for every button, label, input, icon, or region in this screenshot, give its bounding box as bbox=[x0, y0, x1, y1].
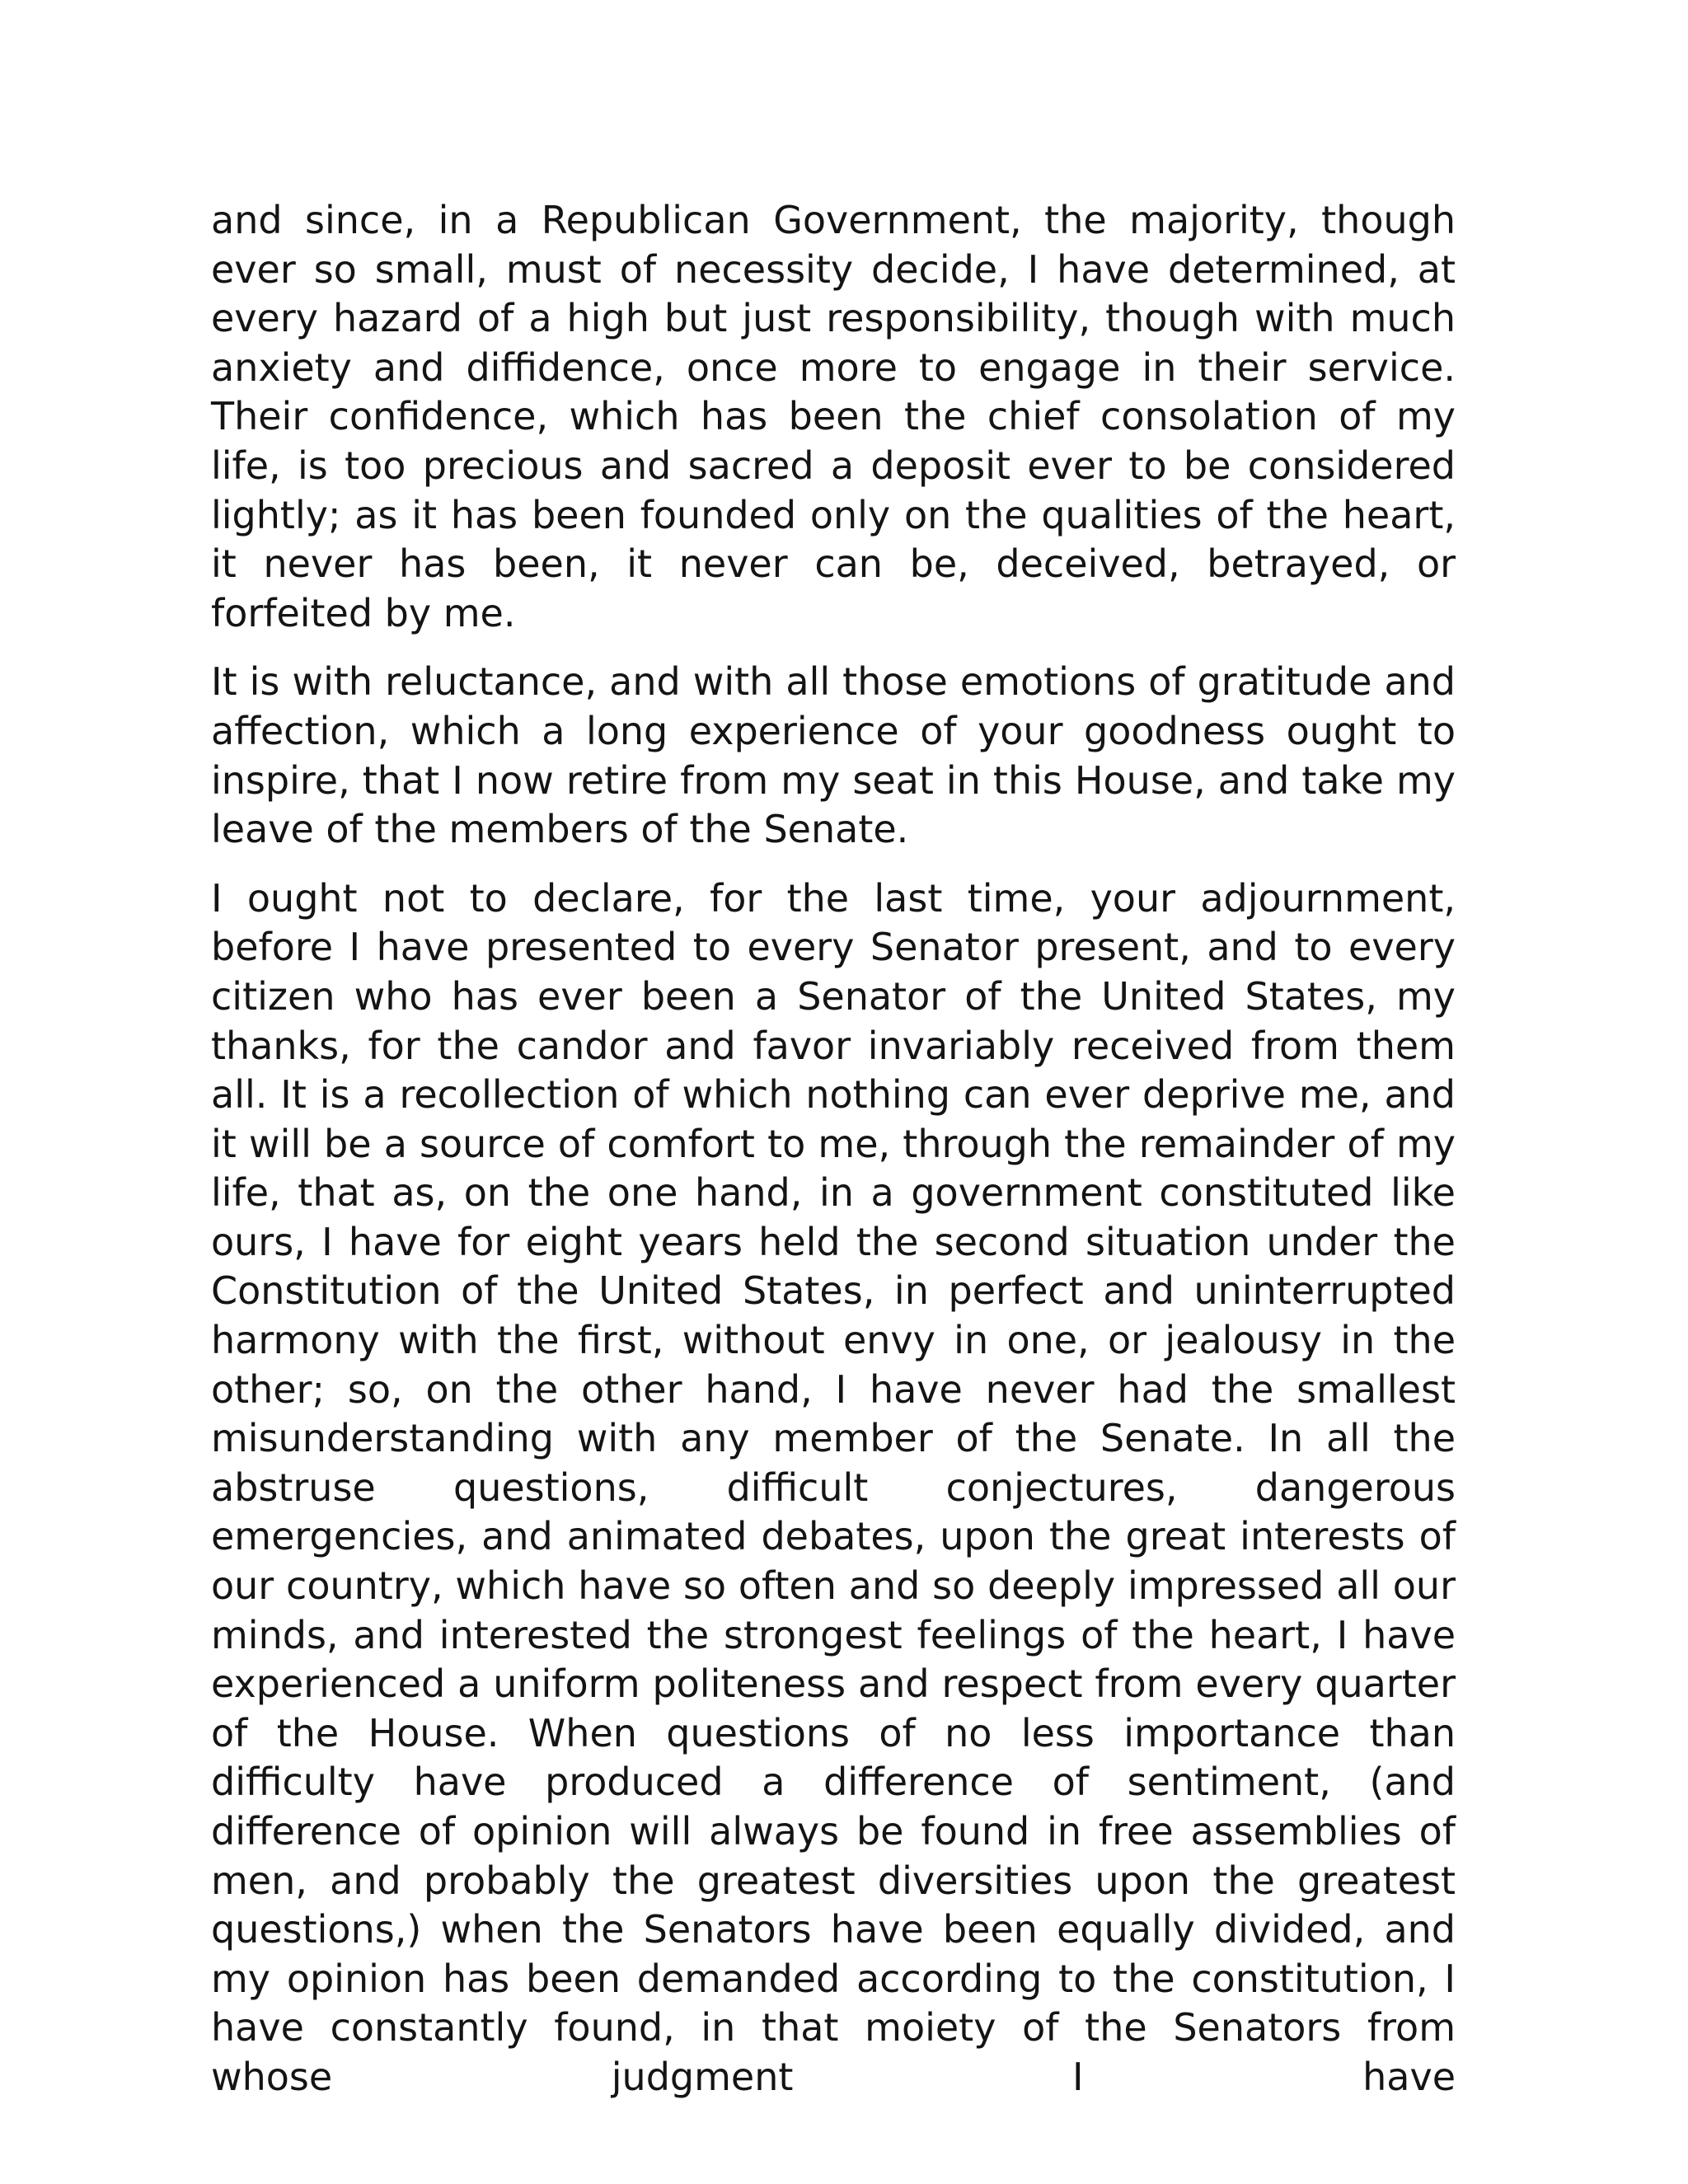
paragraph-1: and since, in a Republican Government, the majority, though ever so small, must of necessity decide, I have determined, at every hazard of a high but just responsibility, though with much anxiety and diffidence, once more to engage in their service. Their confidence, which has been the chief consolation of my life, is too precious and sacred a deposit ever to be considered lightly; as it has been founded only on the qualities of the heart, it never has been, it never can be, deceived, betrayed, or forfeited by me. bbox=[211, 198, 1456, 635]
document-body bbox=[211, 196, 1456, 2122]
paragraph-3: I ought not to declare, for the last time, your adjournment, before I have presented to every Senator present, and to every citizen who has ever been a Senator of the United States, my thanks, for the candor and favor invariably received from them all. It is a recollection of which nothing can ever deprive me, and it will be a source of comfort to me, through the remainder of my life, that as, on the one hand, in a government constituted like ours, I have for eight years held the second situation under the Constitution of the United States, in perfect and uninterrupted harmony with the first, without envy in one, or jealousy in the other; so, on the other hand, I have never had the smallest misunderstanding with any member of the Senate. In all the abstruse questions, difficult conjectures, dangerous emergencies, and animated debates, upon the great interests of our country, which have so often and so deeply impressed all our minds, and interested the strongest feelings of the heart, I have experienced a uniform politeness and respect from every quarter of the House. When questions of no less importance than difficulty have produced a difference of sentiment, (and difference of opinion will always be found in free assemblies of men, and probably the greatest diversities upon the greatest questions,) when the Senators have been equally divided, and my opinion has been demanded according to the constitution, I have constantly found, in that moiety of the Senators from whose judgment I have bbox=[211, 875, 1456, 2099]
paragraph-2: It is with reluctance, and with all those emotions of gratitude and affection, which a long experience of your goodness ought to inspire, that I now retire from my seat in this House, and take my leave of the members of the Senate. bbox=[211, 659, 1456, 852]
